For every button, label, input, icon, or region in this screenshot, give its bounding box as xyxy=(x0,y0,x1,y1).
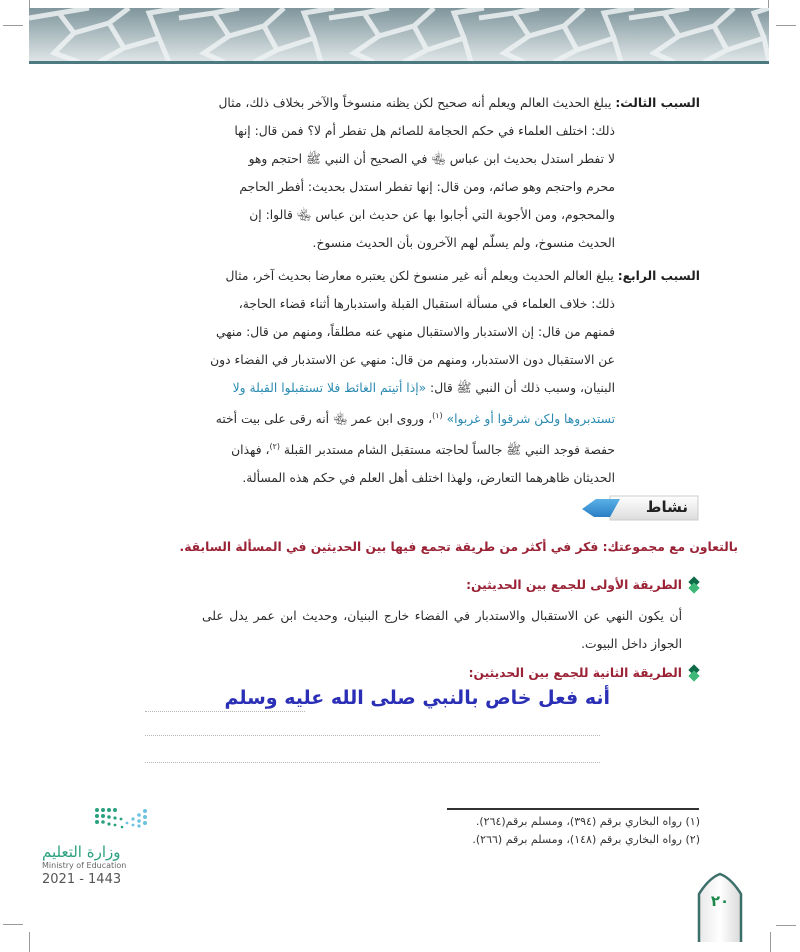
activity-title: نشاط xyxy=(645,498,688,516)
footnote-rule xyxy=(447,808,699,810)
text-line: فمنهم من قال: إن الاستدبار والاستقبال منهي عنه مطلقاً، ومنهم من قال: منهي xyxy=(215,325,615,339)
activity-tab xyxy=(580,495,700,521)
method-first-answer[interactable]: أن يكون النهي عن الاستقبال والاستدبار في الفضاء خارج البنيان، وحديث ابن عمر يدل على الجواز داخل البيوت. xyxy=(202,609,682,651)
answer-line[interactable] xyxy=(145,735,600,736)
method-second-answer[interactable]: أنه فعل خاص بالنبي صلى الله عليه وسلم xyxy=(224,687,610,709)
text-fragment: ، فهذان xyxy=(231,443,270,458)
section-label: السبب الرابع: xyxy=(617,269,700,283)
text-line xyxy=(100,433,615,464)
banner-rule xyxy=(29,61,769,64)
text-line: ذلك: اختلف العلماء في حكم الحجامة للصائم هل تفطر أم لا؟ فمن قال: إنها xyxy=(234,124,615,138)
paragraph-line xyxy=(100,262,700,290)
indented-block xyxy=(100,117,700,257)
method-title xyxy=(466,578,700,592)
ministry-logo-icon xyxy=(42,805,162,841)
text-fragment: حفصة فوجد النبي ﷺ جالساً لحاجته مستقبل الشام مستدبر القبلة xyxy=(283,443,615,458)
header-banner xyxy=(29,8,769,62)
crop-mark xyxy=(3,924,23,925)
footnote-ref[interactable]: (٢) xyxy=(269,442,280,452)
crop-mark xyxy=(29,932,30,952)
ministry-name-english: Ministry of Education xyxy=(42,861,127,870)
text-line: محرم واحتجم وهو صائم، ومن قال: إنها تفطر استدل بحديث: أفطر الحاجم xyxy=(239,180,615,194)
geometric-pattern-icon xyxy=(29,8,769,62)
text-line: يبلغ الحديث العالم ويعلم أنه صحيح لكن يظنه منسوخاً والآخر بخلاف ذلك، مثال xyxy=(218,96,612,110)
footnote-1: (١) رواه البخاري برقم (٣٩٤)، ومسلم برقم(٢٦٤). xyxy=(475,815,700,828)
method-title xyxy=(469,666,700,680)
bullet-diamond-icon xyxy=(688,578,700,592)
activity-instruction: بالتعاون مع مجموعتك: فكر في أكثر من طريقة تجمع فيها بين الحديثين في المسألة السابقة. xyxy=(179,540,738,554)
text-fragment: البنيان، وسبب ذلك أن النبي ﷺ قال: xyxy=(426,381,615,395)
text-line: ذلك: خلاف العلماء في مسألة استقبال القبلة واستدبارها أثناء قضاء الحاجة، xyxy=(238,297,615,311)
academic-year: 2021 - 1443 xyxy=(42,872,122,887)
text-line: والمحجوم، ومن الأجوبة التي أجابوا بها عن حديث ابن عباس ﵄ قالوا: إن xyxy=(249,208,615,222)
crop-mark xyxy=(29,0,30,8)
text-line xyxy=(100,402,615,433)
section-third-reason xyxy=(100,89,700,257)
method-title-text: الطريقة الأولى للجمع بين الحديثين: xyxy=(466,578,682,592)
ministry-name-arabic: وزارة التعليم xyxy=(42,843,121,861)
indented-block xyxy=(100,290,700,492)
text-line: يبلغ العالم الحديث ويعلم أنه غير منسوخ لكن يعتبره معارضا بحديث آخر، مثال xyxy=(225,269,614,283)
footnote-2: (٢) رواه البخاري برقم (١٤٨)، ومسلم برقم (٢٦٦). xyxy=(472,833,700,846)
section-fourth-reason xyxy=(100,262,700,492)
hadith-quote: «إذا أتيتم الغائط فلا تستقبلوا القبلة ولا xyxy=(232,381,427,395)
text-line: لا تفطر استدل بحديث ابن عباس ﵄ في الصحيح أن النبي ﷺ احتجم وهو xyxy=(248,152,615,166)
text-line: الحديث منسوخ، ولم يسلّم لهم الآخرون بأن الحديث منسوخ. xyxy=(312,236,615,250)
bullet-diamond-icon xyxy=(688,666,700,680)
text-fragment: ، وروى ابن عمر ﵄ أنه رقى على بيت أخته xyxy=(215,412,433,427)
paragraph-line xyxy=(100,89,700,117)
page-number: ٢٠ xyxy=(710,892,730,910)
answer-line[interactable] xyxy=(145,762,600,763)
text-line xyxy=(100,374,615,402)
method-first xyxy=(466,578,700,592)
method-second xyxy=(469,666,700,680)
answer-line[interactable] xyxy=(145,711,305,712)
section-label: السبب الثالث: xyxy=(615,96,700,110)
hadith-quote: تستدبروها ولكن شرقوا أو غربوا» xyxy=(446,412,615,427)
crop-mark xyxy=(770,932,771,952)
text-line: الحديثان ظاهرهما التعارض، ولهذا اختلف أهل العلم في حكم هذه المسألة. xyxy=(242,471,615,486)
method-title-text: الطريقة الثانية للجمع بين الحديثين: xyxy=(468,666,682,680)
footnote-ref[interactable]: (١) xyxy=(432,411,443,420)
crop-mark xyxy=(3,25,23,26)
crop-mark xyxy=(776,925,796,926)
crop-mark xyxy=(776,25,796,26)
text-line: عن الاستقبال دون الاستدبار، ومنهم من قال: منهي عن الاستدبار في الفضاء دون xyxy=(210,353,615,367)
